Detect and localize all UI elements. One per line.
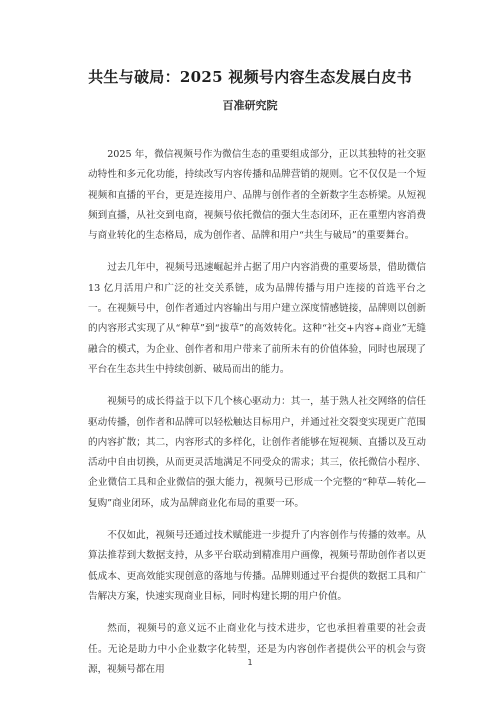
paragraph: 视频号的成长得益于以下几个核心驱动力：其一，基于熟人社交网络的信任驱动传播，创作者和品牌可以轻松触达目标用户，并通过社交裂变实现更广范围的内容扩散；其二，内容形式的多样化，让创作者能够在短视频、直播以及互动活动中自由切换，从而更灵活地满足不同受众的需求；其三，依托微信小程序、企业微信工具和企业微信的强大能力，视频号已形成一个完整的“种草—转化—复购”商业闭环，成为品牌商业化布局的重要一环。 (88, 396, 426, 509)
author-name: 百准研究院 (222, 99, 278, 112)
paragraph: 然而，视频号的意义远不止商业化与技术进步，它也承担着重要的社会责任。无论是助力中小企业数字化转型，还是为内容创作者提供公平的机会与资源，视频号都在用 (88, 623, 426, 675)
paragraph: 2025 年，微信视频号作为微信生态的重要组成部分，正以其独特的社交驱动特性和多元化功能，持续改写内容传播和品牌营销的规则。它不仅仅是一个短视频和直播的平台，更是连接用户、品牌与创作者的全新数字生态桥梁。从短视频到直播，从社交到电商，视频号依托微信的强大生态闭环，正在重塑内容消费与商业转化的生态格局，成为创作者、品牌和用户“共生与破局”的重要舞台。 (88, 149, 426, 242)
document-body (88, 145, 426, 692)
paragraph: 不仅如此，视频号还通过技术赋能进一步提升了内容创作与传播的效率。从算法推荐到大数据支持，从多平台联动到精准用户画像，视频号帮助创作者以更低成本、更高效能实现创意的落地与传播。品牌则通过平台提供的数据工具和广告解决方案，快速实现商业目标，同时构建长期的用户价值。 (88, 530, 426, 602)
page-title: 共生与破局：2025 视频号内容生态发展白皮书 (88, 68, 412, 86)
page-number: 1 (247, 658, 253, 667)
paragraph: 过去几年中，视频号迅速崛起并占据了用户内容消费的重要场景，借助微信 13 亿月活用户和广泛的社交关系链，成为品牌传播与用户连接的首选平台之一。在视频号中，创作者通过内容输出与用户建立深度情感链接，品牌则以创新的内容形式实现了从“种草”到“拔草”的高效转化。这种“社交+内容+商业”无缝融合的模式，为企业、创作者和用户带来了前所未有的价值体验，同时也展现了平台在生态共生中持续创新、破局而出的能力。 (88, 262, 426, 375)
